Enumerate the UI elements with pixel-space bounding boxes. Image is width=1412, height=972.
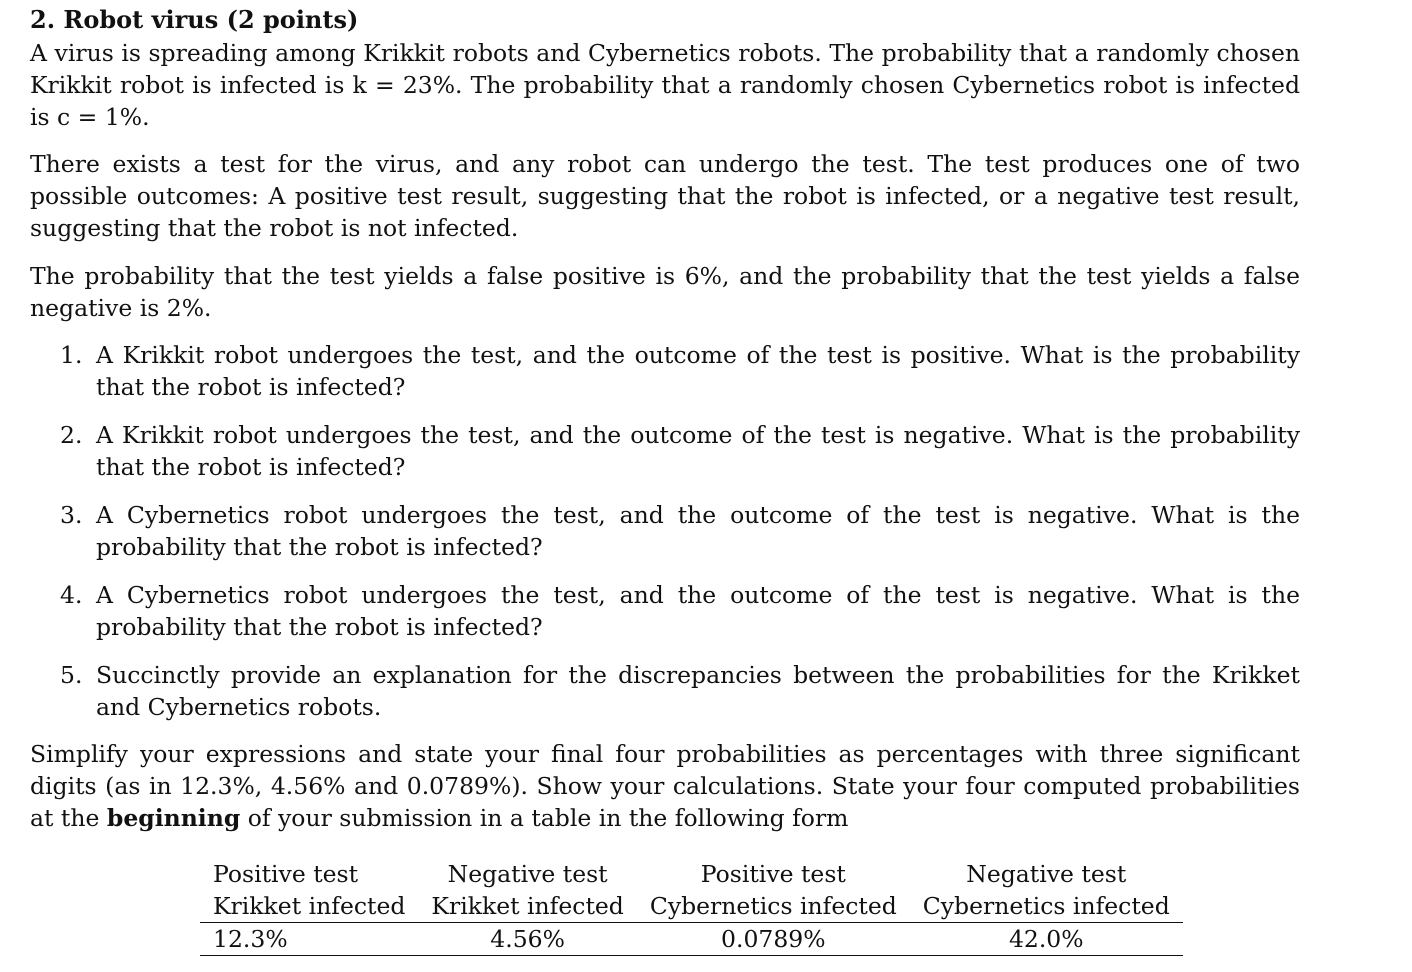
question-item: [60, 579, 1300, 643]
table-cell: 0.0789%: [637, 923, 910, 956]
question-number: 1.: [60, 341, 83, 369]
instructions-emphasis: beginning: [106, 804, 241, 832]
header-line: Positive test: [213, 860, 359, 888]
question-list: [60, 339, 1300, 739]
instructions-paragraph: [30, 738, 1300, 834]
table-cell: 4.56%: [418, 923, 636, 956]
question-text: A Cybernetics robot undergoes the test, and the outcome of the test is negative. What is the probability that the robot is infected?: [96, 581, 1300, 641]
error-rates-paragraph: The probability that the test yields a false positive is 6%, and the probability that the test yields a false negative is 2%.: [30, 262, 1300, 322]
question-item: [60, 659, 1300, 723]
question-text: A Krikkit robot undergoes the test, and the outcome of the test is negative. What is the probability that the robot is infected?: [96, 421, 1300, 481]
instructions-text: Simplify your expressions and state your final four probabilities as percentages with three significant digits (as in 12.3%, 4.56% and 0.0789%). Show your calculations. State your four computed probabilities at the: [30, 740, 1300, 832]
table-header-cell: [637, 858, 910, 923]
table-cell: 42.0%: [910, 923, 1183, 956]
question-text: A Krikkit robot undergoes the test, and the outcome of the test is positive. What is the probability that the robot is infected?: [96, 341, 1300, 401]
question-item: [60, 339, 1300, 403]
question-text: A Cybernetics robot undergoes the test, and the outcome of the test is negative. What is the probability that the robot is infected?: [96, 501, 1300, 561]
header-line: Negative test: [447, 860, 608, 888]
test-description-paragraph: There exists a test for the virus, and any robot can undergo the test. The test produces one of two possible outcomes: A positive test result, suggesting that the robot is infected, or a negative test result, suggesting that the robot is not infected.: [30, 150, 1300, 242]
header-line: Krikket infected: [431, 892, 624, 920]
header-line: Krikket infected: [213, 892, 406, 920]
table-cell: 12.3%: [200, 923, 418, 956]
question-number: 3.: [60, 501, 83, 529]
header-line: Cybernetics infected: [649, 892, 897, 920]
question-item: [60, 419, 1300, 483]
table-header-cell: [910, 858, 1183, 923]
results-table: [200, 858, 1183, 956]
table-header-cell: [418, 858, 636, 923]
question-item: [60, 499, 1300, 563]
table-row: [200, 923, 1183, 956]
question-text: Succinctly provide an explanation for the discrepancies between the probabilities for the Krikket and Cybernetics robots.: [96, 661, 1300, 721]
question-number: 4.: [60, 581, 83, 609]
header-line: Positive test: [700, 860, 846, 888]
header-line: Negative test: [966, 860, 1127, 888]
question-number: 5.: [60, 661, 83, 689]
table-header-cell: [200, 858, 418, 923]
intro-paragraph: A virus is spreading among Krikkit robots and Cybernetics robots. The probability that a randomly chosen Krikkit robot is infected is k = 23%. The probability that a randomly chosen Cybernetics robot is infected is c = 1%.: [30, 39, 1300, 131]
instructions-text-end: of your submission in a table in the following form: [240, 804, 849, 832]
problem-heading: 2. Robot virus (2 points): [30, 5, 359, 34]
table-header-row: [200, 858, 1183, 923]
header-line: Cybernetics infected: [922, 892, 1170, 920]
question-number: 2.: [60, 421, 83, 449]
